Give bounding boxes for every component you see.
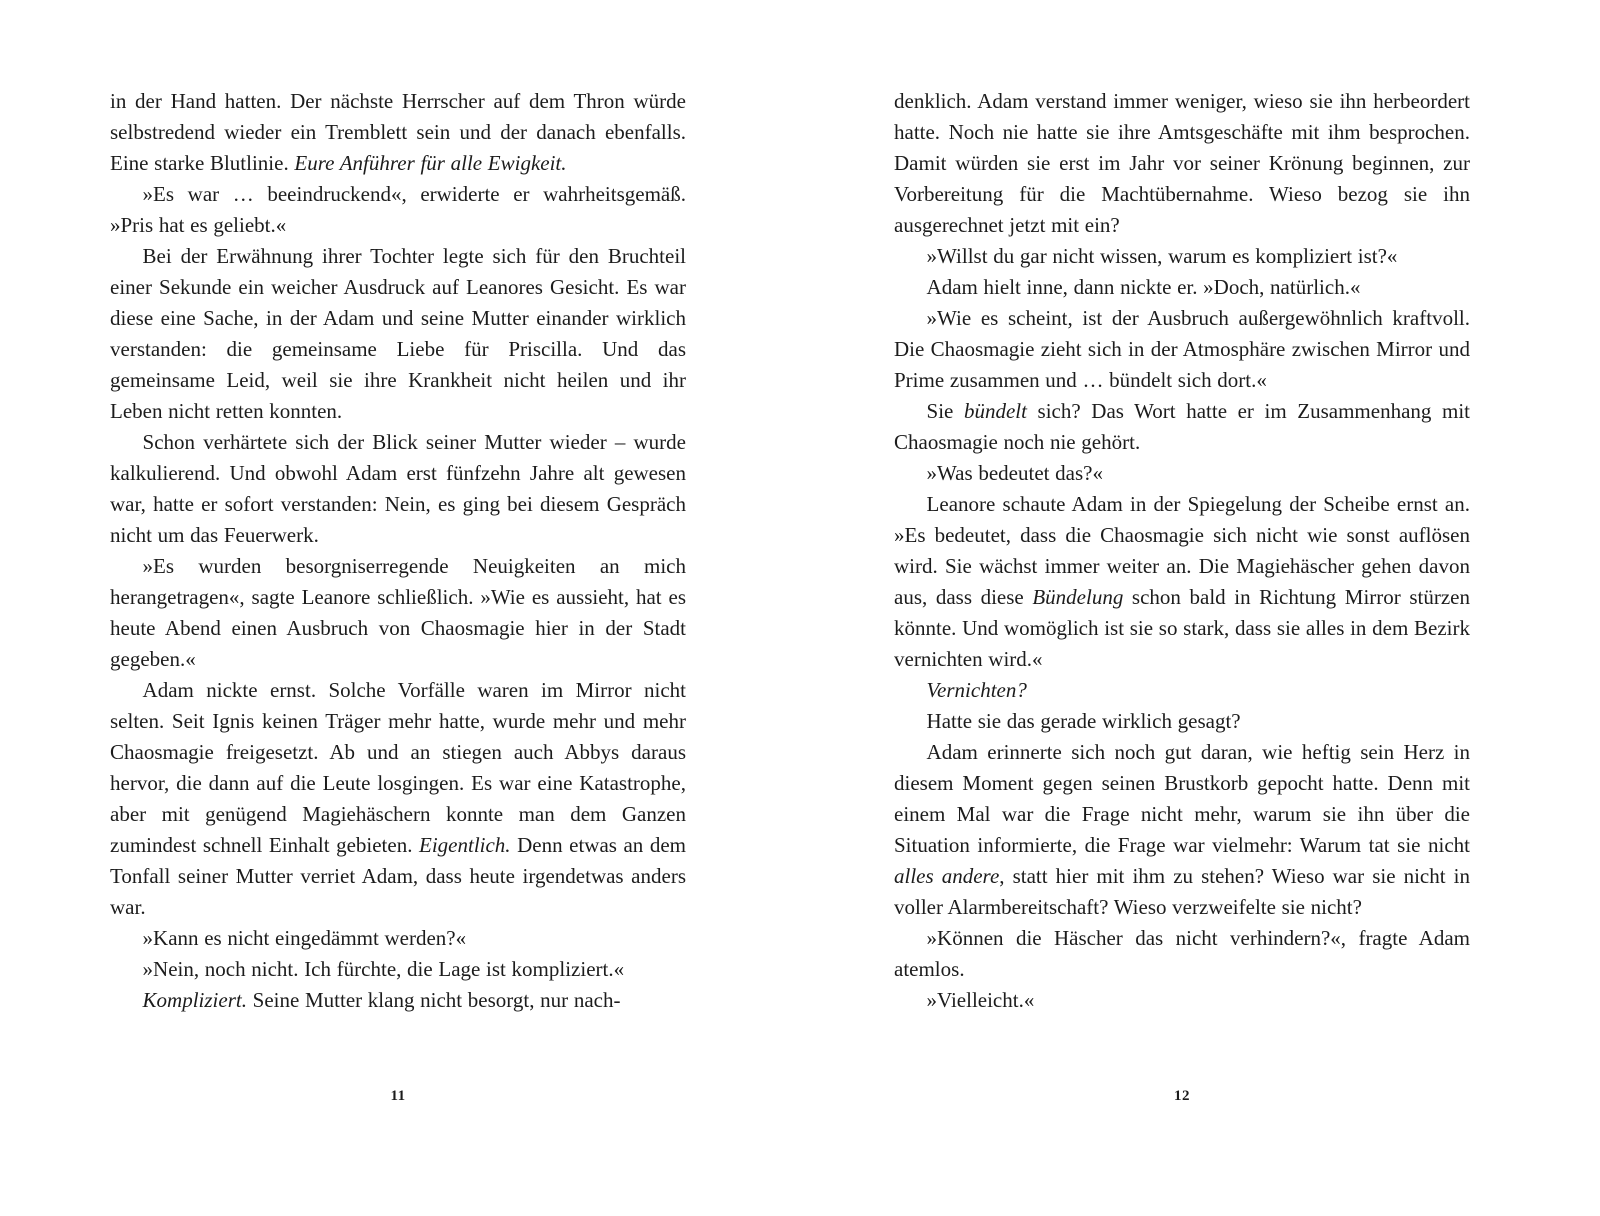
paragraph [110,179,686,241]
text-run: Leanore schaute Adam in der Spiegelung der Scheibe ernst an. »Es bedeutet, dass die Chaosmagie sich nicht wie sonst auflösen wird. Sie wächst immer weiter an. Die Magiehäscher gehen davon aus, dass diese [894,492,1470,609]
paragraph [894,737,1470,923]
paragraph [894,458,1470,489]
paragraph [110,86,686,179]
text-run: Adam erinnerte sich noch gut daran, wie heftig sein Herz in diesem Moment gegen seinen Brustkorb gepocht hatte. Denn mit einem Mal war die Frage nicht mehr, warum sie ihn über die Situation informierte, die Frage war vielmehr: Warum tat sie nicht [894,740,1470,857]
page-number-left: 11 [390,1088,406,1104]
text-run: »Wie es scheint, ist der Ausbruch außergewöhnlich kraftvoll. Die Chaosmagie zieht sich in der Atmosphäre zwischen Mirror und Prime zusammen und … bündelt sich dort.« [894,306,1470,392]
text-run: »Kann es nicht eingedämmt werden?« [142,926,467,950]
text-run: denklich. Adam verstand immer weniger, wieso sie ihn herbeordert hatte. Noch nie hatte sie ihre Amtsgeschäfte mit ihm besprochen. Damit würden sie erst im Jahr vor seiner Krönung beginnen, zur Vorbereitung für die Machtübernahme. Wieso bezog sie ihn ausgerechnet jetzt mit ein? [894,89,1470,237]
text-run-italic: Vernichten? [926,678,1027,702]
paragraph [110,985,686,1016]
paragraph [894,272,1470,303]
text-run: »Können die Häscher das nicht verhindern?«, fragte Adam atemlos. [894,926,1470,981]
text-run-italic: alles andere [894,864,1000,888]
text-run: Denn etwas an dem Tonfall seiner Mutter verriet Adam, dass heute irgendetwas anders war. [110,833,686,919]
paragraph [894,489,1470,675]
paragraph [894,985,1470,1016]
text-run: Bei der Erwähnung ihrer Tochter legte sich für den Bruchteil einer Sekunde ein weicher Ausdruck auf Leanores Gesicht. Es war diese eine Sache, in der Adam und seine Mutter einander wirklich verstanden: die gemeinsame Liebe für Priscilla. Und das gemeinsame Leid, weil sie ihre Krankheit nicht heilen und ihr Leben nicht retten konnten. [110,244,686,423]
page-right-text [894,86,1470,1016]
text-run: »Es wurden besorgniserregende Neuigkeiten an mich herangetragen«, sagte Leanore schließlich. »Wie es aussieht, hat es heute Abend einen Ausbruch von Chaosmagie hier in der Stadt gegeben.« [110,554,686,671]
paragraph [110,241,686,427]
page-right [894,86,1470,1016]
paragraph [110,954,686,985]
text-run: »Es war … beeindruckend«, erwiderte er wahrheitsgemäß. »Pris hat es geliebt.« [110,182,686,237]
paragraph [110,427,686,551]
text-run-italic: Eigentlich. [419,833,511,857]
text-run-italic: bündelt [963,399,1027,423]
paragraph [110,923,686,954]
text-run: Schon verhärtete sich der Blick seiner Mutter wieder – wurde kalkulierend. Und obwohl Adam erst fünfzehn Jahre alt gewesen war, hatte er sofort verstanden: Nein, es ging bei diesem Gespräch nicht um das Feuerwerk. [110,430,686,547]
text-run: Adam hielt inne, dann nickte er. »Doch, natürlich.« [926,275,1361,299]
text-run-italic: Bündelung [1032,585,1124,609]
paragraph [894,241,1470,272]
text-run: »Vielleicht.« [926,988,1035,1012]
text-run: »Willst du gar nicht wissen, warum es kompliziert ist?« [926,244,1398,268]
text-run-italic: Eure Anführer für alle Ewigkeit. [294,151,567,175]
paragraph [894,396,1470,458]
text-run: sich? Das Wort hatte er im Zusammenhang mit Chaosmagie noch nie gehört. [894,399,1470,454]
paragraph [894,86,1470,241]
text-run-italic: Kompliziert. [142,988,247,1012]
page-left-text [110,86,686,1016]
paragraph [110,675,686,923]
page-number-right: 12 [1174,1088,1190,1104]
text-run: schon bald in Richtung Mirror stürzen könnte. Und womöglich ist sie so stark, dass sie alles in dem Bezirk vernichten wird.« [894,585,1470,671]
paragraph [110,551,686,675]
text-run: »Was bedeutet das?« [926,461,1103,485]
paragraph [894,706,1470,737]
text-run: in der Hand hatten. Der nächste Herrscher auf dem Thron würde selbstredend wieder ein Tremblett sein und der danach ebenfalls. Eine starke Blutlinie. [110,89,686,175]
text-run: Hatte sie das gerade wirklich gesagt? [926,709,1241,733]
text-run: Adam nickte ernst. Solche Vorfälle waren im Mirror nicht selten. Seit Ignis keinen Träger mehr hatte, wurde mehr und mehr Chaosmagie freigesetzt. Ab und an stiegen auch Abbys daraus hervor, die dann auf die Leute losgingen. Es war eine Katastrophe, aber mit genügend Magiehäschern konnte man dem Ganzen zumindest schnell Einhalt gebieten. [110,678,686,857]
text-run: , statt hier mit ihm zu stehen? Wieso war sie nicht in voller Alarmbereitschaft? Wieso verzweifelte sie nicht? [894,864,1470,919]
paragraph [894,303,1470,396]
text-run: »Nein, noch nicht. Ich fürchte, die Lage ist kompliziert.« [142,957,625,981]
text-run: Seine Mutter klang nicht besorgt, nur nach- [246,988,621,1012]
paragraph [894,923,1470,985]
text-run: Sie [926,399,964,423]
paragraph [894,675,1470,706]
page-left [110,86,686,1016]
